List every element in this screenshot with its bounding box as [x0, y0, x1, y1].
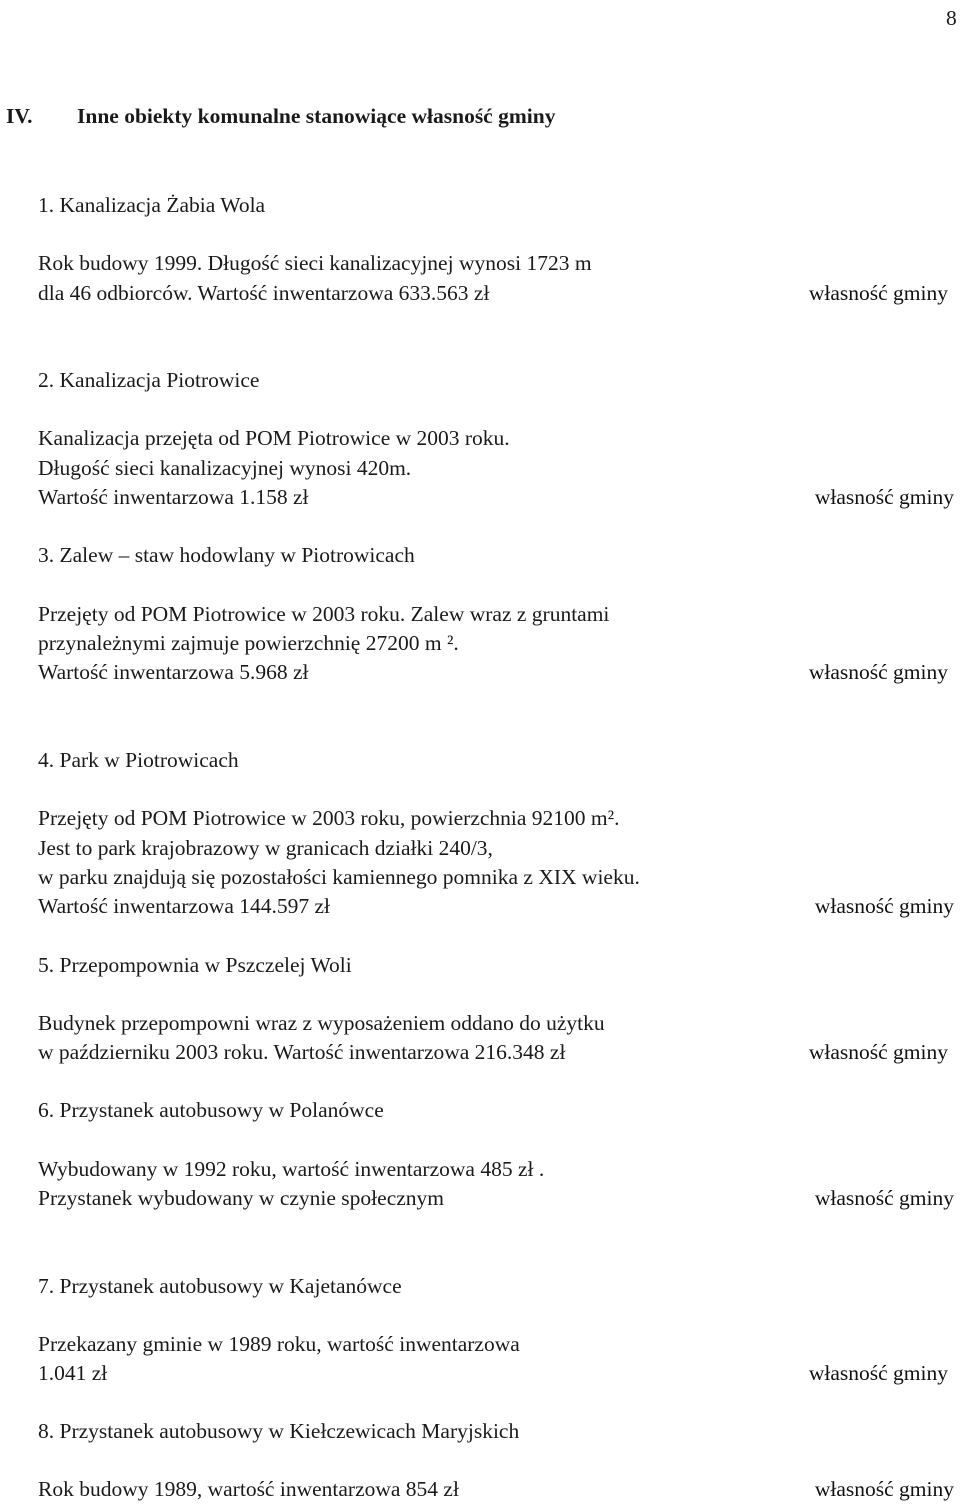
item-text-line: 1.041 zł — [38, 1361, 108, 1385]
item-heading: 4. Park w Piotrowicach — [38, 748, 239, 772]
item-text-line: Przystanek wybudowany w czynie społecznym — [38, 1186, 445, 1210]
item-text-line: w październiku 2003 roku. Wartość inwentarzowa 216.348 zł — [38, 1040, 566, 1064]
ownership-label: własność gminy — [814, 1186, 954, 1210]
item-heading: 8. Przystanek autobusowy w Kiełczewicach Maryjskich — [38, 1419, 520, 1443]
item-heading: 1. Kanalizacja Żabia Wola — [38, 193, 266, 217]
item-text-line: przynależnymi zajmuje powierzchnię 27200 m ². — [38, 631, 459, 655]
ownership-label: własność gminy — [814, 485, 954, 509]
item-text-line: Długość sieci kanalizacyjnej wynosi 420m. — [38, 456, 412, 480]
item-text-line: Przejęty od POM Piotrowice w 2003 roku. Zalew wraz z gruntami — [38, 602, 610, 626]
item-text-line: Rok budowy 1999. Długość sieci kanalizacyjnej wynosi 1723 m — [38, 251, 592, 275]
item-text-line: Wartość inwentarzowa 5.968 zł — [38, 660, 309, 684]
item-text-line: dla 46 odbiorców. Wartość inwentarzowa 633.563 zł — [38, 281, 490, 305]
ownership-label: własność gminy — [814, 894, 954, 918]
ownership-label: własność gminy — [808, 660, 948, 684]
item-text-line: Rok budowy 1989, wartość inwentarzowa 854 zł — [38, 1477, 459, 1501]
page-number: 8 — [946, 6, 957, 30]
ownership-label: własność gminy — [808, 1361, 948, 1385]
item-heading: 6. Przystanek autobusowy w Polanówce — [38, 1098, 384, 1122]
item-heading: 3. Zalew – staw hodowlany w Piotrowicach — [38, 543, 415, 567]
item-text-line: Przejęty od POM Piotrowice w 2003 roku, powierzchnia 92100 m². — [38, 806, 620, 830]
ownership-label: własność gminy — [808, 1040, 948, 1064]
section-title: Inne obiekty komunalne stanowiące własność gminy — [77, 104, 556, 128]
item-text-line: w parku znajdują się pozostałości kamiennego pomnika z XIX wieku. — [38, 865, 640, 889]
item-text-line: Wartość inwentarzowa 1.158 zł — [38, 485, 309, 509]
item-text-line: Przekazany gminie w 1989 roku, wartość inwentarzowa — [38, 1332, 520, 1356]
item-heading: 2. Kanalizacja Piotrowice — [38, 368, 260, 392]
ownership-label: własność gminy — [808, 281, 948, 305]
item-text-line: Wybudowany w 1992 roku, wartość inwentarzowa 485 zł . — [38, 1157, 545, 1181]
item-text-line: Jest to park krajobrazowy w granicach działki 240/3, — [38, 836, 493, 860]
item-heading: 7. Przystanek autobusowy w Kajetanówce — [38, 1274, 402, 1298]
item-text-line: Budynek przepompowni wraz z wyposażeniem oddano do użytku — [38, 1011, 605, 1035]
item-heading: 5. Przepompownia w Pszczelej Woli — [38, 953, 352, 977]
item-text-line: Wartość inwentarzowa 144.597 zł — [38, 894, 331, 918]
section-numeral: IV. — [6, 104, 33, 128]
ownership-label: własność gminy — [814, 1477, 954, 1501]
item-text-line: Kanalizacja przejęta od POM Piotrowice w 2003 roku. — [38, 426, 510, 450]
